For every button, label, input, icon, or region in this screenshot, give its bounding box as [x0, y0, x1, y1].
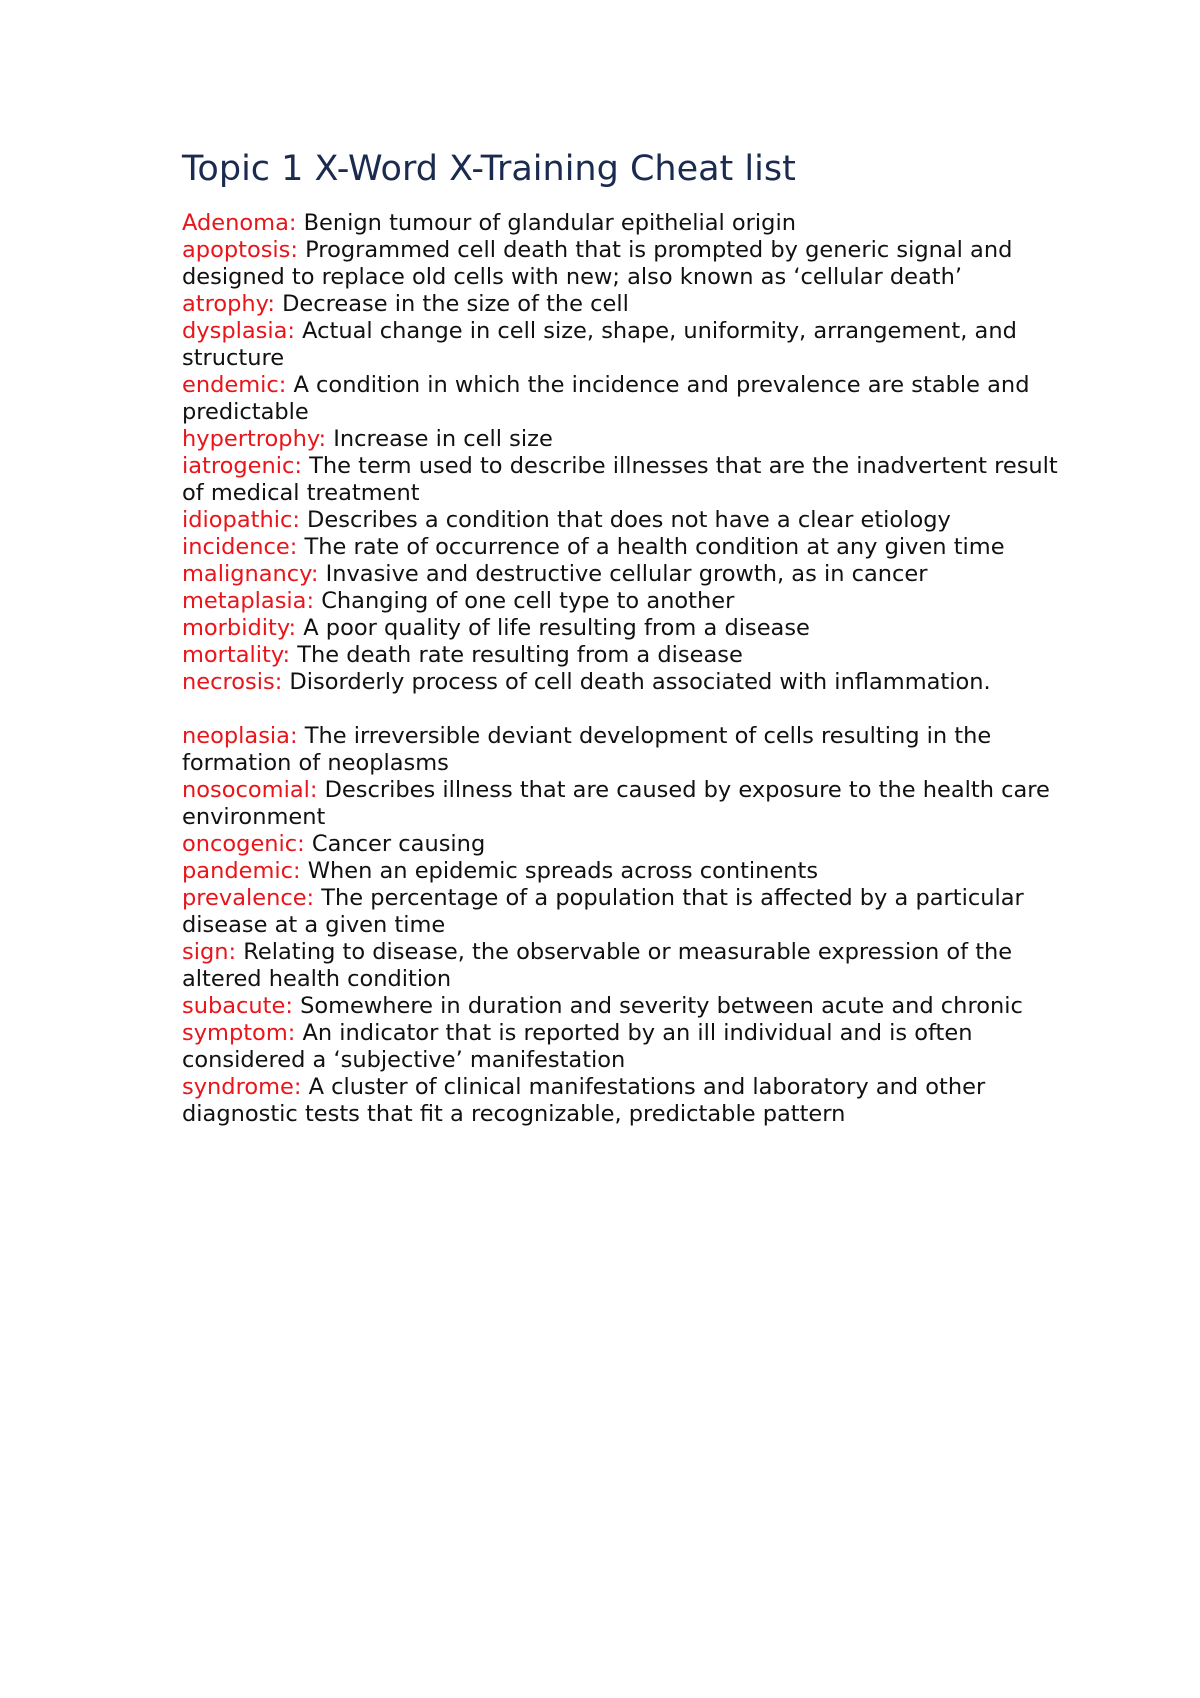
- glossary-term: mortality:: [182, 642, 291, 668]
- glossary-entry: [182, 885, 1062, 939]
- glossary-definition: A cluster of clinical manifestations and laboratory and other diagnostic tests that fit a recognizable, predictable pattern: [182, 1074, 986, 1127]
- glossary-term: hypertrophy:: [182, 426, 327, 452]
- glossary-term: pandemic:: [182, 858, 301, 884]
- glossary-entry: [182, 615, 1062, 642]
- glossary-definition: Describes illness that are caused by exposure to the health care environment: [182, 777, 1050, 830]
- glossary-term: endemic:: [182, 372, 287, 398]
- glossary-definition: Cancer causing: [304, 831, 486, 857]
- glossary-definition: A poor quality of life resulting from a disease: [296, 615, 810, 641]
- glossary-list: [182, 210, 1062, 1128]
- glossary-entry: [182, 777, 1062, 831]
- glossary-term: sign:: [182, 939, 237, 965]
- glossary-entry: [182, 372, 1062, 426]
- glossary-entry: [182, 291, 1062, 318]
- glossary-term: symptom:: [182, 1020, 296, 1046]
- glossary-definition: Benign tumour of glandular epithelial origin: [296, 210, 796, 236]
- page-title: Topic 1 X-Word X-Training Cheat list: [182, 149, 796, 189]
- glossary-entry: [182, 237, 1062, 291]
- glossary-entry: [182, 561, 1062, 588]
- glossary-term: oncogenic:: [182, 831, 305, 857]
- glossary-entry: [182, 858, 1062, 885]
- glossary-entry: [182, 723, 1062, 777]
- glossary-definition: The rate of occurrence of a health condition at any given time: [297, 534, 1005, 560]
- glossary-entry: [182, 993, 1062, 1020]
- glossary-term: apoptosis:: [182, 237, 298, 263]
- glossary-entry: [182, 426, 1062, 453]
- glossary-entry: [182, 453, 1062, 507]
- glossary-entry: [182, 318, 1062, 372]
- glossary-entry: [182, 669, 1062, 696]
- glossary-definition: The term used to describe illnesses that are the inadvertent result of medical treatment: [182, 453, 1058, 506]
- glossary-term: subacute:: [182, 993, 293, 1019]
- glossary-definition: Increase in cell size: [326, 426, 553, 452]
- glossary-term: dysplasia:: [182, 318, 295, 344]
- glossary-definition: Changing of one cell type to another: [314, 588, 735, 614]
- glossary-term: neoplasia:: [182, 723, 298, 749]
- glossary-term: prevalence:: [182, 885, 315, 911]
- glossary-term: morbidity:: [182, 615, 297, 641]
- glossary-definition: When an epidemic spreads across continents: [300, 858, 819, 884]
- glossary-entry: [182, 588, 1062, 615]
- glossary-term: Adenoma:: [182, 210, 297, 236]
- document-content: [182, 142, 1062, 1128]
- glossary-definition: Describes a condition that does not have a clear etiology: [299, 507, 951, 533]
- glossary-definition: The death rate resulting from a disease: [290, 642, 743, 668]
- glossary-entry: [182, 534, 1062, 561]
- glossary-entry: [182, 507, 1062, 534]
- glossary-definition: Relating to disease, the observable or measurable expression of the altered health condition: [182, 939, 1013, 992]
- glossary-term: necrosis:: [182, 669, 283, 695]
- glossary-definition: A condition in which the incidence and prevalence are stable and predictable: [182, 372, 1030, 425]
- glossary-definition: Decrease in the size of the cell: [274, 291, 629, 317]
- glossary-entry: [182, 642, 1062, 669]
- glossary-definition: The irreversible deviant development of cells resulting in the formation of neoplasms: [182, 723, 992, 776]
- glossary-definition: An indicator that is reported by an ill individual and is often considered a ‘subjective’ manifestation: [182, 1020, 973, 1073]
- glossary-term: nosocomial:: [182, 777, 318, 803]
- glossary-entry: [182, 939, 1062, 993]
- glossary-definition: Disorderly process of cell death associated with inflammation.: [282, 669, 991, 695]
- glossary-entry: [182, 210, 1062, 237]
- glossary-entry: [182, 1074, 1062, 1128]
- glossary-definition: The percentage of a population that is affected by a particular disease at a given time: [182, 885, 1024, 938]
- glossary-definition: Somewhere in duration and severity between acute and chronic: [292, 993, 1023, 1019]
- glossary-definition: Invasive and destructive cellular growth, as in cancer: [318, 561, 928, 587]
- glossary-entry: [182, 831, 1062, 858]
- glossary-entry: [182, 1020, 1062, 1074]
- glossary-definition: Actual change in cell size, shape, uniformity, arrangement, and structure: [182, 318, 1017, 371]
- glossary-term: idiopathic:: [182, 507, 300, 533]
- glossary-term: malignancy:: [182, 561, 319, 587]
- glossary-term: syndrome:: [182, 1074, 302, 1100]
- glossary-term: incidence:: [182, 534, 298, 560]
- glossary-term: atrophy:: [182, 291, 275, 317]
- glossary-definition: Programmed cell death that is prompted by generic signal and designed to replace old cells with new; also known as ‘cellular death’: [182, 237, 1013, 290]
- glossary-term: iatrogenic:: [182, 453, 302, 479]
- glossary-term: metaplasia:: [182, 588, 315, 614]
